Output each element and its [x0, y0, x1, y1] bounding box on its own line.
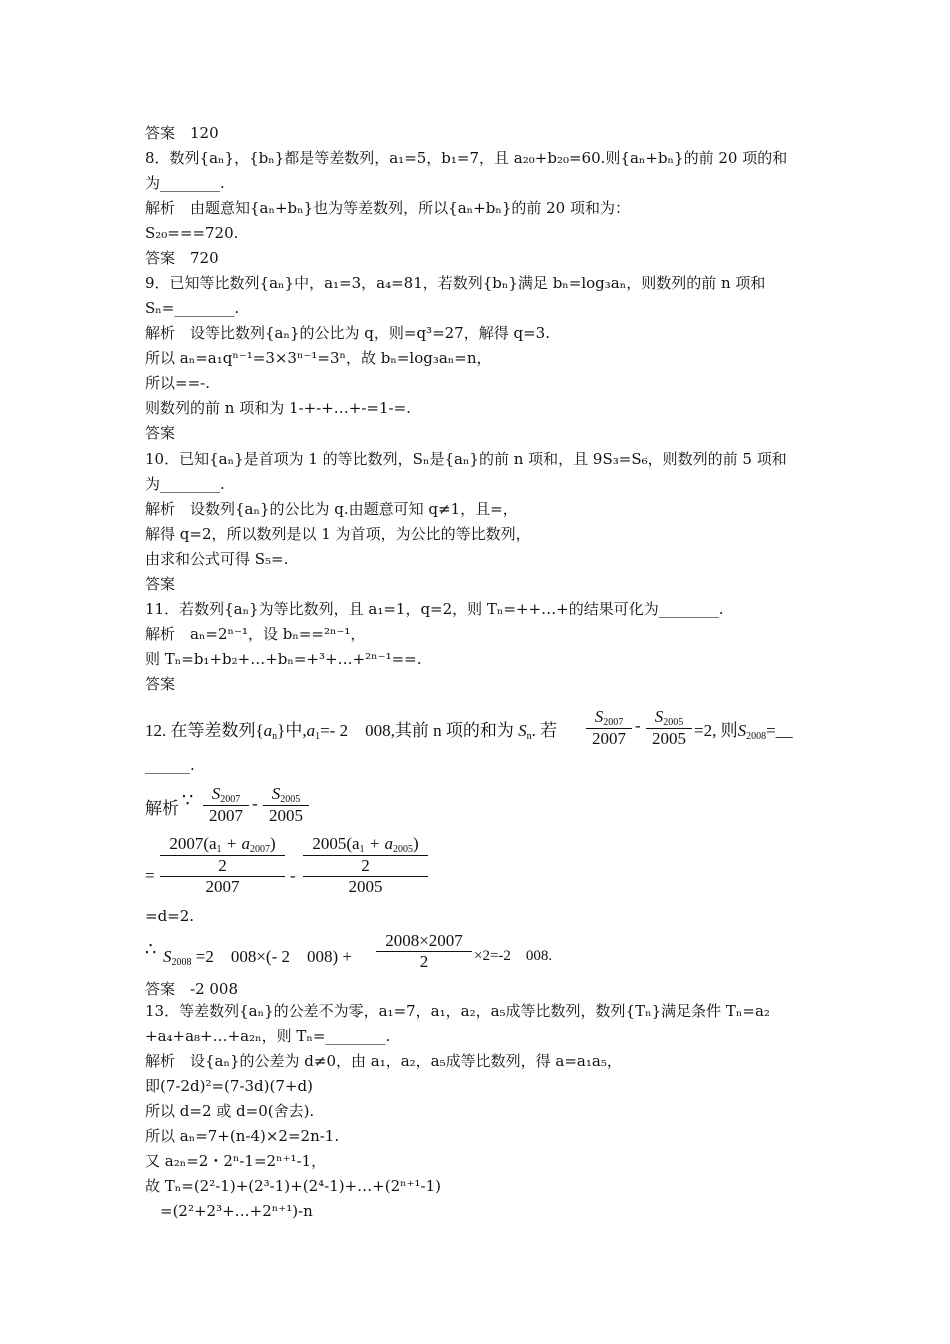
- question-13-line2: +a₄+a₈+…+a₂ₙ，则 Tₙ=________.: [145, 1027, 391, 1045]
- fraction-s2005: $\frac{S_{2005}}{2005}$: [646, 707, 692, 749]
- question-9-line1: 9．已知等比数列{aₙ}中，a₁=3，a₄=81，若数列{bₙ}满足 bₙ=log₃aₙ，则数列的前 n 项和: [145, 274, 766, 292]
- question-8-line1: 8．数列{aₙ}，{bₙ}都是等差数列，a₁=5，b₁=7，且 a₂₀+b₂₀=60.则{aₙ+bₙ}的前 20 项的和: [145, 149, 788, 167]
- therefore-symbol: ∴: [145, 939, 157, 960]
- question-11: 11．若数列{aₙ}为等比数列，且 a₁=1，q=2，则 Tₙ=++…+的结果可化为________.: [145, 600, 724, 618]
- d-result-line: =d=2.: [145, 907, 195, 925]
- analysis-9-line4: 则数列的前 n 项和为 1-+-+…+-=1-=.: [145, 399, 411, 417]
- analysis-12-label: 解析: [145, 799, 179, 818]
- answer-8: 答案 720: [145, 249, 219, 267]
- minus-sign-3: -: [290, 866, 296, 885]
- answer-9: 答案: [145, 424, 176, 442]
- fraction-g2: $\frac{S_{2005}}{2005}$: [263, 784, 309, 826]
- question-9-line2: Sₙ=________.: [145, 299, 240, 317]
- analysis-13-line4: 所以 aₙ=7+(n-4)×2=2n-1.: [145, 1127, 340, 1145]
- analysis-8-line2: S₂₀===720.: [145, 224, 239, 242]
- question-10-line2: 为________.: [145, 475, 225, 493]
- analysis-10-line2: 解得 q=2，所以数列是以 1 为首项，为公比的等比数列，: [145, 525, 531, 543]
- question-12-line2: ______.: [145, 756, 195, 774]
- answer-7: 答案 120: [145, 124, 219, 142]
- answer-12: 答案 -2 008: [145, 980, 239, 998]
- analysis-9-line3: 所以==-.: [145, 374, 210, 392]
- analysis-10-line1: 解析 设数列{aₙ}的公比为 q.由题意可知 q≠1，且=，: [145, 500, 518, 518]
- answer-11: 答案: [145, 675, 176, 693]
- question-12-line1: 12. 在等差数列$\{a_n\}$中$,a_1=-$ 2 008,其前 n 项的和为 $S_n$. 若: [145, 721, 558, 742]
- analysis-11-line2: 则 Tₙ=b₁+b₂+…+bₙ=+³+…+²ⁿ⁻¹==.: [145, 650, 422, 668]
- compound-fraction-1: $2007(a_1 + a_{2007})$ 2 2007: [160, 834, 285, 897]
- minus-sign-2: -: [252, 794, 258, 813]
- fraction-g1: $\frac{S_{2007}}{2007}$: [203, 784, 249, 826]
- equals-sign: =: [145, 866, 155, 885]
- fraction-s2007: $\frac{S_{2007}}{2007}$: [586, 707, 632, 749]
- analysis-13-line2: 即(7-2d)²=(7-3d)(7+d): [145, 1077, 313, 1095]
- analysis-10-line3: 由求和公式可得 S₅=.: [145, 550, 289, 568]
- analysis-13-line1: 解析 设{aₙ}的公差为 d≠0，由 a₁，a₂，a₅成等比数列，得 a=a₁a₅，: [145, 1052, 622, 1070]
- analysis-9-line2: 所以 aₙ=a₁qⁿ⁻¹=3×3ⁿ⁻¹=3ⁿ，故 bₙ=log₃aₙ=n，: [145, 349, 492, 367]
- question-12-tail: =2, 则$S_{2008}=\_\_$: [694, 721, 793, 742]
- compound-fraction-2: $2005(a_1 + a_{2005})$ 2 2005: [303, 834, 428, 897]
- question-8-line2: 为________.: [145, 174, 225, 192]
- s2008-tail: ×2=-2 008.: [474, 948, 553, 964]
- analysis-13-line5: 又 a₂ₙ=2・2ⁿ-1=2ⁿ⁺¹-1，: [145, 1152, 327, 1170]
- s2008-expression: $S_{2008} =2$ 008×(- 2 008) +: [163, 947, 352, 968]
- analysis-9-line1: 解析 设等比数列{aₙ}的公比为 q，则=q³=27，解得 q=3.: [145, 324, 550, 342]
- analysis-13-line3: 所以 d=2 或 d=0(舍去).: [145, 1102, 315, 1120]
- because-symbol: ∵: [182, 790, 194, 811]
- analysis-8-line1: 解析 由题意知{aₙ+bₙ}也为等差数列，所以{aₙ+bₙ}的前 20 项和为：: [145, 199, 630, 217]
- analysis-13-line6: 故 Tₙ=(2²-1)+(2³-1)+(2⁴-1)+…+(2ⁿ⁺¹-1): [145, 1177, 442, 1195]
- question-10-line1: 10．已知{aₙ}是首项为 1 的等比数列，Sₙ是{aₙ}的前 n 项和，且 9S₃=S₆，则数列的前 5 项和: [145, 450, 787, 468]
- analysis-13-line7: =(2²+2³+…+2ⁿ⁺¹)-n: [145, 1202, 313, 1220]
- analysis-11-line1: 解析 aₙ=2ⁿ⁻¹，设 bₙ==²ⁿ⁻¹，: [145, 625, 366, 643]
- question-13-line1: 13．等差数列{aₙ}的公差不为零，a₁=7，a₁，a₂，a₅成等比数列，数列{Tₙ}满足条件 Tₙ=a₂: [145, 1002, 770, 1020]
- answer-10: 答案: [145, 575, 176, 593]
- minus-sign: -: [635, 716, 641, 735]
- fraction-k: $\frac{2008\times 2007}{2}$: [376, 931, 472, 972]
